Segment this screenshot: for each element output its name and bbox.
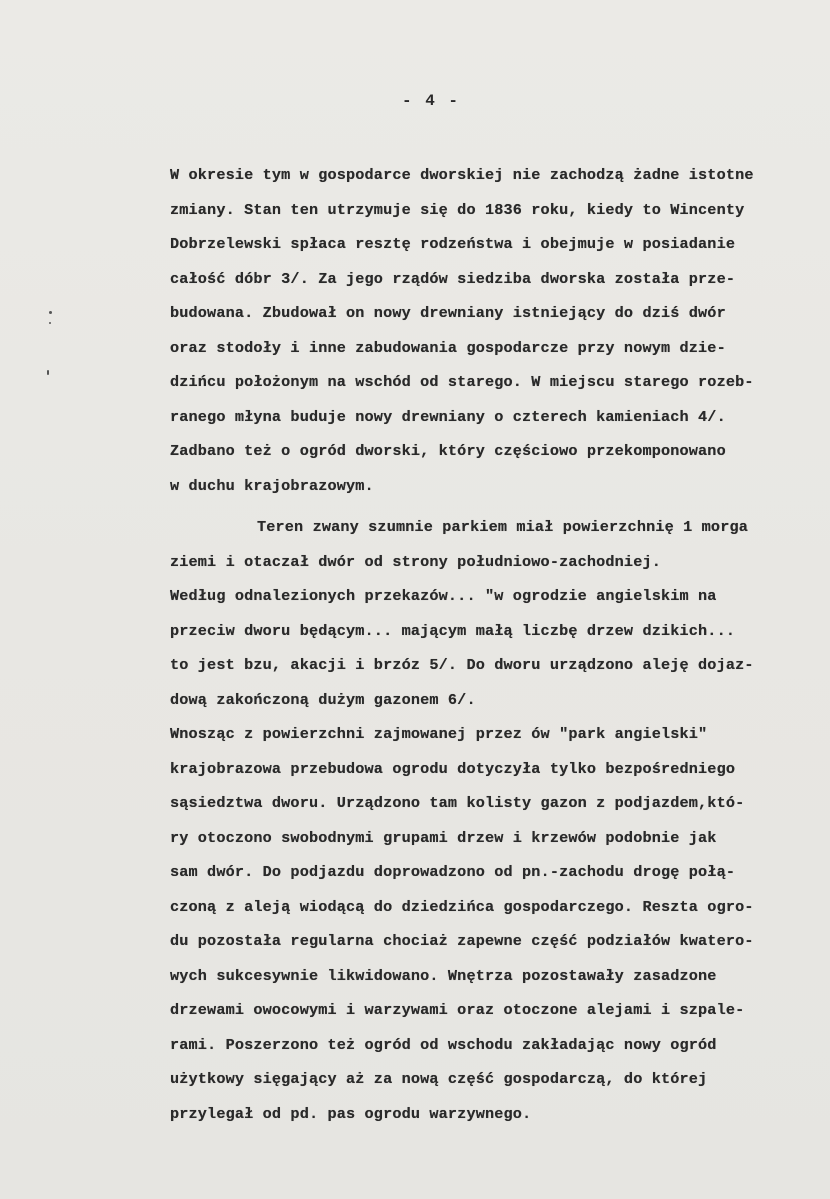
paragraph-2 [170, 510, 820, 1131]
text-line: drzewami owocowymi i warzywami oraz otoczone alejami i szpale- [170, 1001, 745, 1019]
margin-mark [47, 370, 49, 375]
text-line: sąsiedztwa dworu. Urządzono tam kolisty gazon z podjazdem,któ- [170, 794, 745, 812]
text-line: dzińcu położonym na wschód od starego. W miejscu starego rozeb- [170, 373, 754, 391]
text-line: ziemi i otaczał dwór od strony południowo-zachodniej. [170, 552, 661, 571]
text-line: Wnosząc z powierzchni zajmowanej przez ów "park angielski" [170, 725, 708, 743]
text-line: budowana. Zbudował on nowy drewniany istniejący do dziś dwór [170, 304, 726, 322]
text-line: Teren zwany szumnie parkiem miał powierzchnię 1 morga [257, 518, 748, 536]
text-line: Według odnalezionych przekazów... "w ogrodzie angielskim na [170, 587, 717, 605]
text-line: zmiany. Stan ten utrzymuje się do 1836 roku, kiedy to Wincenty [170, 200, 745, 219]
text-line: przylegał od pd. pas ogrodu warzywnego. [170, 1104, 532, 1123]
paragraph-1 [170, 158, 820, 503]
margin-mark [49, 322, 51, 324]
page-number: - 4 - [401, 92, 460, 110]
text-line: przeciw dworu będącym... mającym małą liczbę drzew dzikich... [170, 621, 736, 640]
text-line: czoną z aleją wiodącą do dziedzińca gospodarczego. Reszta ogro- [170, 897, 754, 916]
text-line: Zadbano też o ogród dworski, który częściowo przekomponowano [170, 442, 726, 460]
text-line: wych sukcesywnie likwidowano. Wnętrza pozostawały zasadzone [170, 966, 717, 985]
text-line: krajobrazowa przebudowa ogrodu dotyczyła tylko bezpośredniego [170, 759, 736, 778]
text-line: W okresie tym w gospodarce dworskiej nie zachodzą żadne istotne [170, 166, 754, 184]
text-line: rami. Poszerzono też ogród od wschodu zakładając nowy ogród [170, 1035, 717, 1054]
text-line: użytkowy sięgający aż za nową część gospodarczą, do której [170, 1070, 708, 1088]
text-line: ry otoczono swobodnymi grupami drzew i krzewów podobnie jak [170, 828, 717, 847]
margin-mark [49, 311, 52, 314]
text-line: ranego młyna buduje nowy drewniany o czterech kamieniach 4/. [170, 407, 726, 426]
text-line: w duchu krajobrazowym. [170, 476, 374, 495]
text-line: dową zakończoną dużym gazonem 6/. [170, 690, 476, 709]
text-line: Dobrzelewski spłaca resztę rodzeństwa i obejmuje w posiadanie [170, 235, 736, 253]
text-line: du pozostała regularna chociaż zapewne część podziałów kwatero- [170, 932, 754, 950]
text-line: sam dwór. Do podjazdu doprowadzono od pn.-zachodu drogę połą- [170, 863, 736, 881]
text-line: oraz stodoły i inne zabudowania gospodarcze przy nowym dzie- [170, 338, 726, 357]
text-line: całość dóbr 3/. Za jego rządów siedziba dworska została prze- [170, 269, 736, 288]
text-line: to jest bzu, akacji i brzóz 5/. Do dworu urządzono aleję dojaz- [170, 656, 754, 674]
body-text [170, 158, 820, 1131]
